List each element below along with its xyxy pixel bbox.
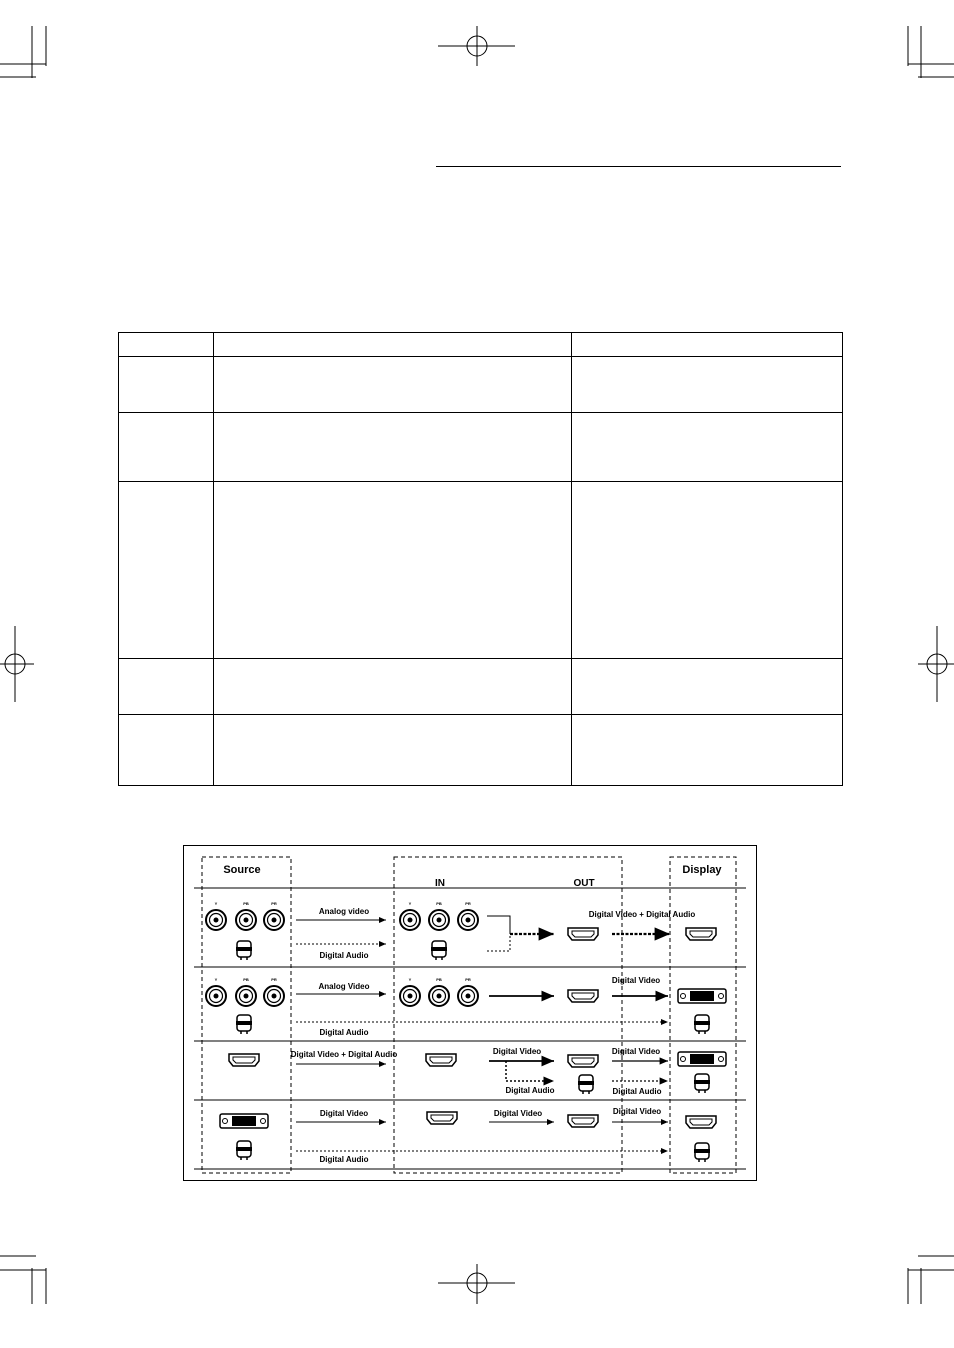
svg-text:PR: PR: [465, 901, 471, 906]
source-label: Source: [223, 864, 261, 876]
hdmi-port-icon: [686, 1116, 716, 1128]
table-cell: [119, 715, 214, 786]
hdmi-port-icon: [568, 928, 598, 940]
row-3: [229, 1047, 726, 1096]
table-cell: [214, 357, 572, 413]
rca-jack-icon: [400, 910, 420, 930]
svg-text:PR: PR: [271, 977, 277, 982]
svg-text:Y: Y: [408, 901, 412, 906]
rca-jack-icon: [206, 910, 226, 930]
pin-label-y: Y: [214, 901, 218, 906]
hdmi-port-icon: [568, 1055, 598, 1067]
table-row: [119, 715, 843, 786]
row3-output-bottom-label: Digital Audio: [612, 1087, 662, 1096]
table-row: [119, 333, 843, 357]
table-row: [119, 413, 843, 482]
row2-input-top-label: Analog Video: [318, 982, 370, 991]
table-cell: [214, 333, 572, 357]
row-1: [206, 901, 716, 960]
table-cell: [119, 482, 214, 659]
table-cell: [572, 482, 843, 659]
row4-output-top-label: Digital Video: [612, 1107, 662, 1116]
rca-jack-icon: [206, 986, 226, 1006]
table-row: [119, 357, 843, 413]
table-row: [119, 482, 843, 659]
dvi-port-icon: [220, 1114, 268, 1128]
optical-port-icon: [431, 941, 447, 960]
header-rule: [436, 166, 841, 167]
connection-diagram: [183, 845, 757, 1181]
table-cell: [572, 715, 843, 786]
table-cell: [214, 659, 572, 715]
pin-label-pb: PB: [243, 901, 249, 906]
row4-mid-top-label: Digital Video: [493, 1109, 543, 1118]
row4-input-top-label: Digital Video: [319, 1109, 369, 1118]
row2-input-bottom-label: Digital Audio: [319, 1028, 369, 1037]
svg-text:Y: Y: [214, 977, 218, 982]
row-4: [220, 1107, 716, 1164]
table-cell: [572, 333, 843, 357]
optical-port-icon: [694, 1143, 710, 1162]
rca-jack-icon: [400, 986, 420, 1006]
display-label: Display: [682, 864, 722, 876]
svg-text:PB: PB: [436, 901, 442, 906]
table-cell: [572, 659, 843, 715]
optical-port-icon: [694, 1015, 710, 1034]
rca-jack-icon: [264, 910, 284, 930]
spec-table: [118, 332, 843, 786]
optical-port-icon: [694, 1074, 710, 1093]
hdmi-port-icon: [568, 1115, 598, 1127]
optical-port-icon: [236, 941, 252, 960]
row1-input-top-label: Analog video: [318, 907, 370, 916]
svg-text:PB: PB: [436, 977, 442, 982]
out-label: OUT: [573, 878, 595, 889]
dvi-port-icon: [678, 1052, 726, 1066]
row3-mid-top-label: Digital Video: [492, 1047, 542, 1056]
row3-mid-bottom-label: Digital Audio: [505, 1086, 555, 1095]
table-cell: [119, 333, 214, 357]
dvi-port-icon: [678, 989, 726, 1003]
optical-port-icon: [236, 1141, 252, 1160]
row3-output-top-label: Digital Video: [611, 1047, 661, 1056]
pin-label-pr: PR: [271, 901, 277, 906]
hdmi-port-icon: [686, 928, 716, 940]
rca-jack-icon: [458, 910, 478, 930]
rca-jack-icon: [429, 986, 449, 1006]
svg-text:PB: PB: [243, 977, 249, 982]
in-label: IN: [435, 878, 445, 889]
row4-input-bottom-label: Digital Audio: [319, 1155, 369, 1164]
table-cell: [572, 413, 843, 482]
svg-text:PR: PR: [465, 977, 471, 982]
row1-input-bottom-label: Digital Audio: [319, 951, 369, 960]
table-cell: [214, 715, 572, 786]
row-2: [206, 976, 726, 1037]
table-cell: [214, 482, 572, 659]
hdmi-port-icon: [427, 1112, 457, 1124]
hdmi-port-icon: [426, 1054, 456, 1066]
row3-input-top-label: Digital Video + Digital Audio: [290, 1050, 398, 1059]
rca-jack-icon: [236, 986, 256, 1006]
table-cell: [572, 357, 843, 413]
table-cell: [119, 659, 214, 715]
svg-text:Y: Y: [408, 977, 412, 982]
hdmi-port-icon: [229, 1054, 259, 1066]
rca-jack-icon: [264, 986, 284, 1006]
table-row: [119, 659, 843, 715]
rca-jack-icon: [236, 910, 256, 930]
table-cell: [119, 357, 214, 413]
rca-jack-icon: [458, 986, 478, 1006]
row2-output-top-label: Digital Video: [611, 976, 661, 985]
table-cell: [119, 413, 214, 482]
rca-jack-icon: [429, 910, 449, 930]
optical-port-icon: [578, 1075, 594, 1094]
optical-port-icon: [236, 1015, 252, 1034]
table-cell: [214, 413, 572, 482]
hdmi-port-icon: [568, 990, 598, 1002]
row1-output-top-label: Digital Video + Digital Audio: [588, 910, 696, 919]
